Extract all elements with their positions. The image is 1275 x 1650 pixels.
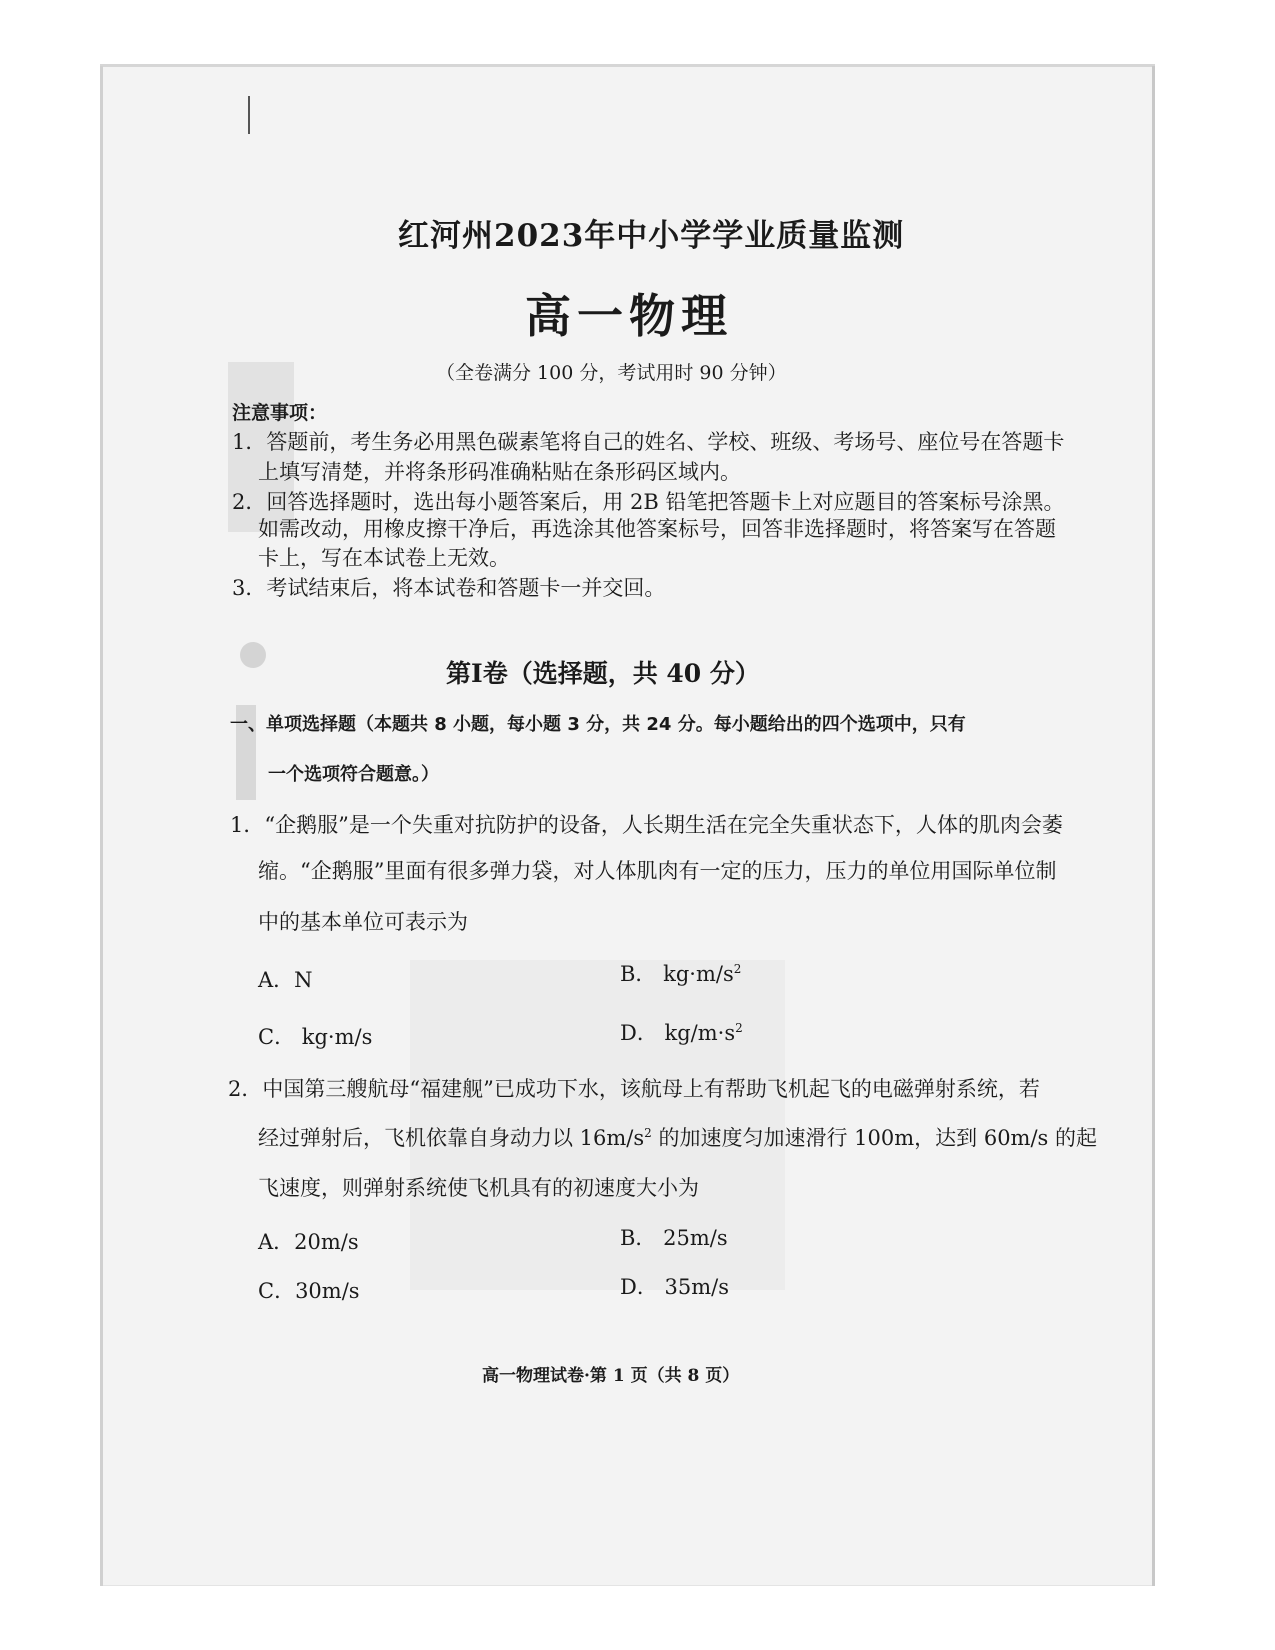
q2-option-b: B． 25m/s	[620, 1226, 728, 1250]
notice-heading: 注意事项：	[232, 402, 328, 424]
part-title-cont: 一个选项符合题意。）	[268, 764, 439, 785]
q1-option-d: D． $kg/m\cdot s^2$	[620, 1021, 743, 1045]
q1-stem-line-2: 缩。“企鹅服”里面有很多弹力袋，对人体肌肉有一定的压力，压力的单位用国际单位制	[258, 859, 1057, 883]
exam-subtitle: （全卷满分 100 分，考试用时 90 分钟）	[436, 362, 787, 384]
notice-item-2: 2．回答选择题时，选出每小题答案后，用 2B 铅笔把答题卡上对应题目的答案标号涂黑。	[232, 490, 1065, 514]
subject-title: 高一物理	[525, 289, 733, 343]
notice-item-2-cont2: 卡上，写在本试卷上无效。	[258, 546, 510, 570]
section-title: 第Ⅰ卷（选择题，共 40 分）	[446, 659, 760, 688]
q2-stem-line-3: 飞速度，则弹射系统使飞机具有的初速度大小为	[258, 1176, 699, 1200]
notice-item-1-cont: 上填写清楚，并将条形码准确粘贴在条形码区域内。	[258, 460, 741, 484]
notice-item-2-cont: 如需改动，用橡皮擦干净后，再选涂其他答案标号，回答非选择题时，将答案写在答题	[258, 517, 1056, 541]
notice-item-1: 1．答题前，考生务必用黑色碳素笔将自己的姓名、学校、班级、考场号、座位号在答题卡	[232, 430, 1065, 454]
q1-option-a: A．N	[258, 968, 313, 992]
q2-stem-line-2: 经过弹射后，飞机依靠自身动力以 $16m/s^2$ 的加速度匀加速滑行 100m，达到 60m/s 的起	[258, 1126, 1097, 1150]
q1-option-b: B． $kg\cdot m/s^2$	[620, 962, 742, 986]
page-footer: 高一物理试卷·第 1 页（共 8 页）	[482, 1366, 740, 1386]
q2-stem-line-1: 2．中国第三艘航母“福建舰”已成功下水，该航母上有帮助飞机起飞的电磁弹射系统，若	[228, 1077, 1040, 1101]
exam-title: 红河州2023年中小学学业质量监测	[398, 218, 905, 254]
paper-top-edge	[100, 64, 1155, 67]
bleed-through-circle	[240, 642, 266, 668]
q1-option-c: C． kg·m/s	[258, 1025, 373, 1049]
paper-right-edge	[1152, 66, 1155, 1586]
scan-mark	[248, 96, 250, 134]
part-title: 一、单项选择题（本题共 8 小题，每小题 3 分，共 24 分。每小题给出的四个选项中，只有	[230, 714, 966, 735]
q2-option-d: D． 35m/s	[620, 1275, 729, 1299]
q1-stem-line-1: 1．“企鹅服”是一个失重对抗防护的设备，人长期生活在完全失重状态下，人体的肌肉会萎	[230, 813, 1063, 837]
q1-stem-line-3: 中的基本单位可表示为	[258, 910, 468, 934]
q2-option-c: C．30m/s	[258, 1279, 360, 1303]
paper-left-edge	[100, 66, 103, 1586]
q2-option-a: A．20m/s	[258, 1230, 359, 1254]
notice-item-3: 3．考试结束后，将本试卷和答题卡一并交回。	[232, 576, 666, 600]
